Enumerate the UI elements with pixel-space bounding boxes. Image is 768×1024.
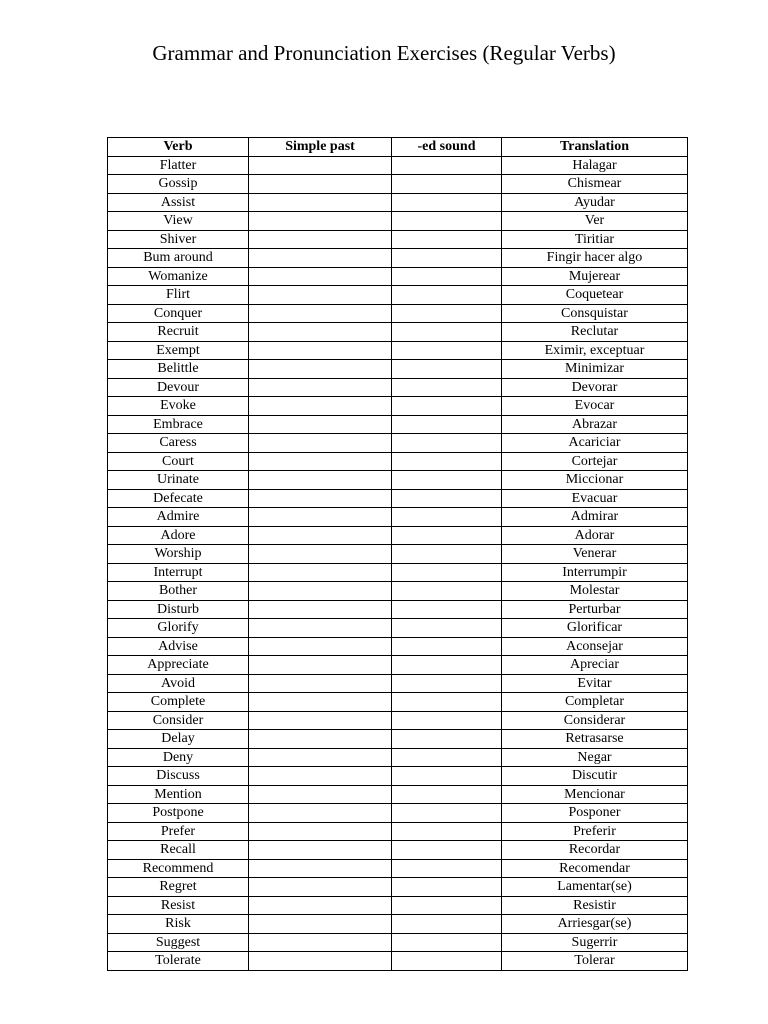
verb-cell: Risk (108, 915, 249, 934)
ed-sound-cell (392, 822, 502, 841)
simple-past-cell (249, 212, 392, 231)
ed-sound-cell (392, 748, 502, 767)
verb-cell: View (108, 212, 249, 231)
ed-sound-cell (392, 859, 502, 878)
translation-cell: Fingir hacer algo (502, 249, 688, 268)
table-row (108, 304, 688, 323)
translation-cell: Consquistar (502, 304, 688, 323)
ed-sound-cell (392, 656, 502, 675)
simple-past-cell (249, 193, 392, 212)
ed-sound-cell (392, 878, 502, 897)
translation-cell: Glorificar (502, 619, 688, 638)
translation-cell: Abrazar (502, 415, 688, 434)
verb-cell: Admire (108, 508, 249, 527)
ed-sound-cell (392, 767, 502, 786)
translation-cell: Interrumpir (502, 563, 688, 582)
simple-past-cell (249, 360, 392, 379)
table-row (108, 212, 688, 231)
translation-cell: Resistir (502, 896, 688, 915)
header-translation: Translation (502, 138, 688, 157)
verb-cell: Glorify (108, 619, 249, 638)
ed-sound-cell (392, 397, 502, 416)
simple-past-cell (249, 952, 392, 971)
verb-cell: Gossip (108, 175, 249, 194)
verb-cell: Interrupt (108, 563, 249, 582)
translation-cell: Aconsejar (502, 637, 688, 656)
table-row (108, 933, 688, 952)
verb-cell: Shiver (108, 230, 249, 249)
ed-sound-cell (392, 545, 502, 564)
table-row (108, 785, 688, 804)
ed-sound-cell (392, 952, 502, 971)
table-row (108, 397, 688, 416)
simple-past-cell (249, 452, 392, 471)
ed-sound-cell (392, 471, 502, 490)
translation-cell: Chismear (502, 175, 688, 194)
document-title: Grammar and Pronunciation Exercises (Regular Verbs) (152, 41, 616, 65)
table-row (108, 193, 688, 212)
table-row (108, 730, 688, 749)
translation-cell: Devorar (502, 378, 688, 397)
verb-cell: Prefer (108, 822, 249, 841)
simple-past-cell (249, 600, 392, 619)
table-row (108, 489, 688, 508)
simple-past-cell (249, 323, 392, 342)
table-row (108, 563, 688, 582)
simple-past-cell (249, 563, 392, 582)
verb-cell: Exempt (108, 341, 249, 360)
table-row (108, 230, 688, 249)
ed-sound-cell (392, 637, 502, 656)
verb-cell: Avoid (108, 674, 249, 693)
translation-cell: Discutir (502, 767, 688, 786)
verb-cell: Regret (108, 878, 249, 897)
simple-past-cell (249, 378, 392, 397)
translation-cell: Recomendar (502, 859, 688, 878)
verb-cell: Disturb (108, 600, 249, 619)
translation-cell: Recordar (502, 841, 688, 860)
ed-sound-cell (392, 785, 502, 804)
verb-cell: Adore (108, 526, 249, 545)
table-row (108, 600, 688, 619)
ed-sound-cell (392, 249, 502, 268)
table-row (108, 323, 688, 342)
verb-cell: Recommend (108, 859, 249, 878)
verb-cell: Defecate (108, 489, 249, 508)
ed-sound-cell (392, 212, 502, 231)
table-row (108, 452, 688, 471)
table-row (108, 878, 688, 897)
verb-cell: Assist (108, 193, 249, 212)
translation-cell: Preferir (502, 822, 688, 841)
ed-sound-cell (392, 674, 502, 693)
translation-cell: Tiritiar (502, 230, 688, 249)
simple-past-cell (249, 249, 392, 268)
ed-sound-cell (392, 915, 502, 934)
table-row (108, 175, 688, 194)
table-row (108, 582, 688, 601)
table-row (108, 619, 688, 638)
simple-past-cell (249, 267, 392, 286)
ed-sound-cell (392, 304, 502, 323)
table-row (108, 249, 688, 268)
simple-past-cell (249, 896, 392, 915)
translation-cell: Evocar (502, 397, 688, 416)
simple-past-cell (249, 656, 392, 675)
translation-cell: Arriesgar(se) (502, 915, 688, 934)
ed-sound-cell (392, 933, 502, 952)
ed-sound-cell (392, 230, 502, 249)
translation-cell: Acariciar (502, 434, 688, 453)
translation-cell: Posponer (502, 804, 688, 823)
translation-cell: Retrasarse (502, 730, 688, 749)
table-row (108, 508, 688, 527)
table-row (108, 804, 688, 823)
table-row (108, 341, 688, 360)
table-row (108, 656, 688, 675)
table-row (108, 693, 688, 712)
table-row (108, 748, 688, 767)
verb-cell: Suggest (108, 933, 249, 952)
ed-sound-cell (392, 600, 502, 619)
verb-cell: Evoke (108, 397, 249, 416)
verb-cell: Recall (108, 841, 249, 860)
translation-cell: Admirar (502, 508, 688, 527)
ed-sound-cell (392, 896, 502, 915)
translation-cell: Ver (502, 212, 688, 231)
simple-past-cell (249, 286, 392, 305)
ed-sound-cell (392, 582, 502, 601)
verb-cell: Resist (108, 896, 249, 915)
translation-cell: Mujerear (502, 267, 688, 286)
verb-cell: Devour (108, 378, 249, 397)
simple-past-cell (249, 156, 392, 175)
table-row (108, 156, 688, 175)
ed-sound-cell (392, 730, 502, 749)
simple-past-cell (249, 785, 392, 804)
simple-past-cell (249, 748, 392, 767)
table-row (108, 841, 688, 860)
ed-sound-cell (392, 526, 502, 545)
simple-past-cell (249, 674, 392, 693)
translation-cell: Coquetear (502, 286, 688, 305)
simple-past-cell (249, 822, 392, 841)
translation-cell: Minimizar (502, 360, 688, 379)
verb-cell: Deny (108, 748, 249, 767)
table-row (108, 471, 688, 490)
ed-sound-cell (392, 156, 502, 175)
translation-cell: Completar (502, 693, 688, 712)
verb-cell: Flirt (108, 286, 249, 305)
simple-past-cell (249, 434, 392, 453)
verb-cell: Caress (108, 434, 249, 453)
ed-sound-cell (392, 360, 502, 379)
verb-cell: Tolerate (108, 952, 249, 971)
table-row (108, 360, 688, 379)
simple-past-cell (249, 415, 392, 434)
ed-sound-cell (392, 415, 502, 434)
table-row (108, 415, 688, 434)
ed-sound-cell (392, 378, 502, 397)
ed-sound-cell (392, 711, 502, 730)
simple-past-cell (249, 341, 392, 360)
ed-sound-cell (392, 341, 502, 360)
table-row (108, 896, 688, 915)
translation-cell: Halagar (502, 156, 688, 175)
verb-cell: Mention (108, 785, 249, 804)
translation-cell: Lamentar(se) (502, 878, 688, 897)
table-row (108, 378, 688, 397)
verb-cell: Belittle (108, 360, 249, 379)
simple-past-cell (249, 767, 392, 786)
translation-cell: Eximir, exceptuar (502, 341, 688, 360)
verb-cell: Conquer (108, 304, 249, 323)
simple-past-cell (249, 545, 392, 564)
verb-cell: Appreciate (108, 656, 249, 675)
ed-sound-cell (392, 267, 502, 286)
ed-sound-cell (392, 434, 502, 453)
ed-sound-cell (392, 489, 502, 508)
simple-past-cell (249, 230, 392, 249)
translation-cell: Ayudar (502, 193, 688, 212)
table-row (108, 267, 688, 286)
translation-cell: Adorar (502, 526, 688, 545)
simple-past-cell (249, 711, 392, 730)
simple-past-cell (249, 175, 392, 194)
translation-cell: Reclutar (502, 323, 688, 342)
simple-past-cell (249, 693, 392, 712)
simple-past-cell (249, 304, 392, 323)
table-header-row (108, 138, 688, 157)
header-ed-sound: -ed sound (392, 138, 502, 157)
table-row (108, 859, 688, 878)
table-row (108, 822, 688, 841)
simple-past-cell (249, 582, 392, 601)
translation-cell: Evacuar (502, 489, 688, 508)
simple-past-cell (249, 508, 392, 527)
simple-past-cell (249, 915, 392, 934)
translation-cell: Miccionar (502, 471, 688, 490)
simple-past-cell (249, 878, 392, 897)
verb-cell: Womanize (108, 267, 249, 286)
translation-cell: Mencionar (502, 785, 688, 804)
table-row (108, 526, 688, 545)
simple-past-cell (249, 804, 392, 823)
table-row (108, 711, 688, 730)
verb-cell: Embrace (108, 415, 249, 434)
verb-cell: Consider (108, 711, 249, 730)
translation-cell: Negar (502, 748, 688, 767)
table-row (108, 952, 688, 971)
simple-past-cell (249, 489, 392, 508)
verbs-table (107, 137, 688, 971)
translation-cell: Evitar (502, 674, 688, 693)
table-body (108, 156, 688, 970)
ed-sound-cell (392, 563, 502, 582)
ed-sound-cell (392, 508, 502, 527)
simple-past-cell (249, 933, 392, 952)
verb-cell: Court (108, 452, 249, 471)
translation-cell: Considerar (502, 711, 688, 730)
table-row (108, 915, 688, 934)
translation-cell: Apreciar (502, 656, 688, 675)
translation-cell: Perturbar (502, 600, 688, 619)
ed-sound-cell (392, 286, 502, 305)
verb-cell: Bum around (108, 249, 249, 268)
table-row (108, 674, 688, 693)
ed-sound-cell (392, 193, 502, 212)
simple-past-cell (249, 397, 392, 416)
verb-cell: Bother (108, 582, 249, 601)
ed-sound-cell (392, 804, 502, 823)
header-simple-past: Simple past (249, 138, 392, 157)
ed-sound-cell (392, 693, 502, 712)
ed-sound-cell (392, 175, 502, 194)
translation-cell: Tolerar (502, 952, 688, 971)
verb-cell: Complete (108, 693, 249, 712)
verb-cell: Discuss (108, 767, 249, 786)
verb-cell: Urinate (108, 471, 249, 490)
simple-past-cell (249, 619, 392, 638)
verb-cell: Flatter (108, 156, 249, 175)
table-row (108, 545, 688, 564)
ed-sound-cell (392, 841, 502, 860)
translation-cell: Sugerrir (502, 933, 688, 952)
verb-cell: Recruit (108, 323, 249, 342)
simple-past-cell (249, 730, 392, 749)
simple-past-cell (249, 471, 392, 490)
simple-past-cell (249, 859, 392, 878)
table-row (108, 767, 688, 786)
translation-cell: Cortejar (502, 452, 688, 471)
verb-cell: Postpone (108, 804, 249, 823)
simple-past-cell (249, 841, 392, 860)
ed-sound-cell (392, 323, 502, 342)
verb-cell: Delay (108, 730, 249, 749)
ed-sound-cell (392, 452, 502, 471)
ed-sound-cell (392, 619, 502, 638)
simple-past-cell (249, 637, 392, 656)
table-row (108, 637, 688, 656)
translation-cell: Venerar (502, 545, 688, 564)
verb-cell: Advise (108, 637, 249, 656)
translation-cell: Molestar (502, 582, 688, 601)
table-row (108, 434, 688, 453)
table-row (108, 286, 688, 305)
simple-past-cell (249, 526, 392, 545)
header-verb: Verb (108, 138, 249, 157)
verb-cell: Worship (108, 545, 249, 564)
